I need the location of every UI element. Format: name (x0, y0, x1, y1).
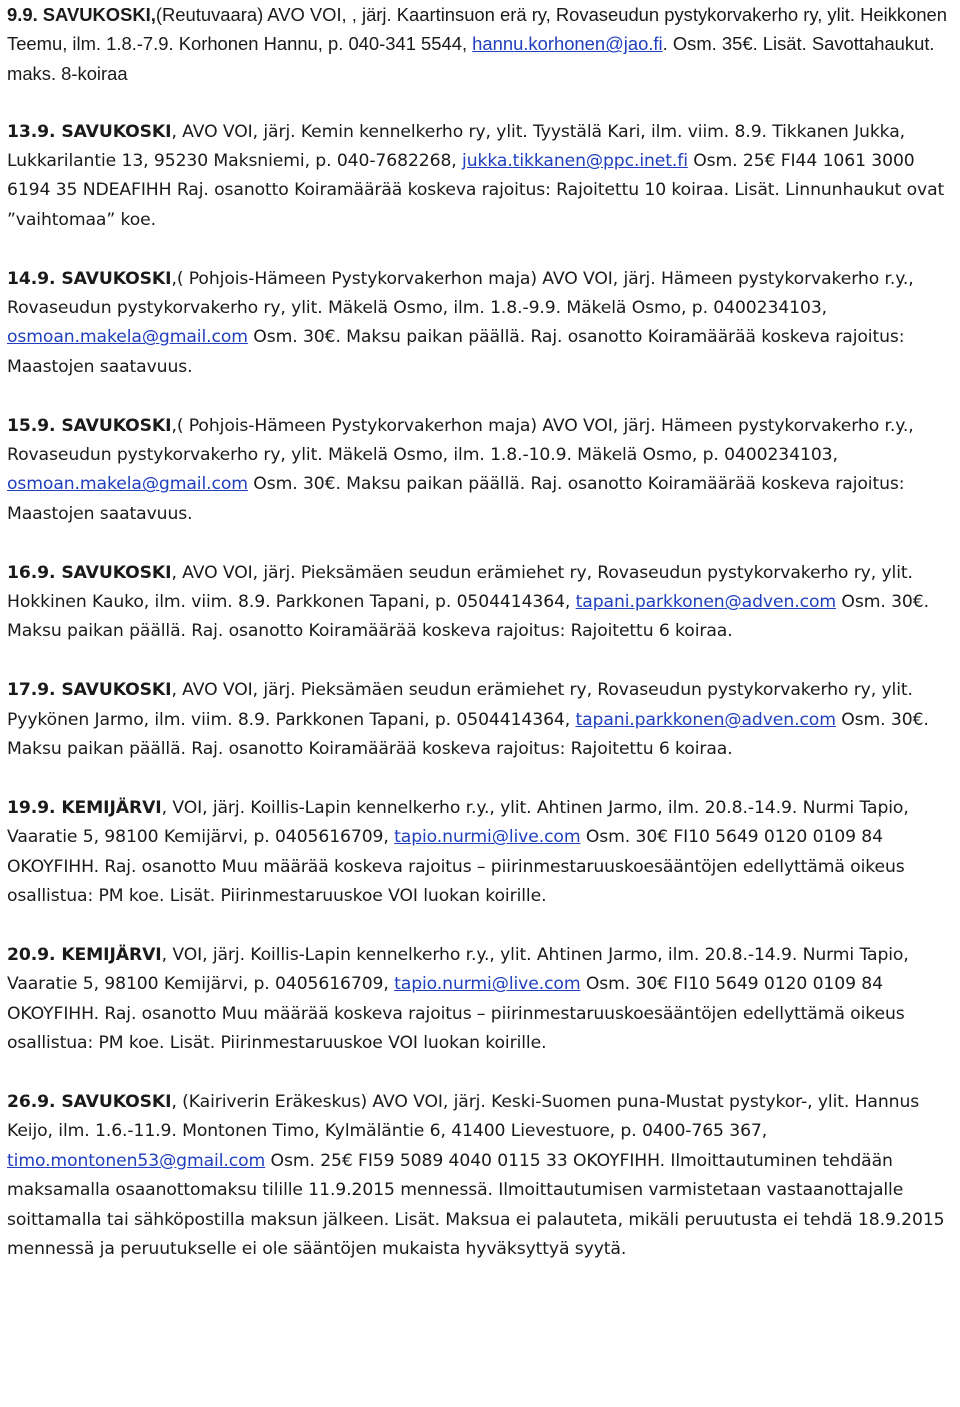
event-details-text: (Reutuvaara) AVO VOI, , järj. Kaartinsuon erä ry, Rovaseudun pystykorvakerho ry, ylit. Heikkonen Teemu, ilm. 1.8.-7.9. Korhonen Hannu, p. 040-341 5544, (7, 4, 948, 55)
email-link[interactable]: timo.montonen53@gmail.com (7, 1150, 266, 1171)
document-body (7, 0, 957, 1294)
event-entry (7, 265, 957, 383)
event-date-location: 19.9. KEMIJÄRVI (7, 797, 162, 818)
event-date-location: 14.9. SAVUKOSKI (7, 268, 172, 289)
event-details-text: Osm. 30€ FI10 5649 0120 0109 84 OKOYFIHH. Raj. osanotto Muu määrää koskeva rajoitus – piirinmestaruuskoesääntöjen edellyttämä oikeus osallistua: PM koe. Lisät. Piirinmestaruuskoe VOI luokan koirille. (7, 974, 905, 1054)
event-details-text: ,( Pohjois-Hämeen Pystykorvakerhon maja) AVO VOI, järj. Hämeen pystykorvakerho r.y., Rovaseudun pystykorvakerho ry, ylit. Mäkelä Osmo, ilm. 1.8.-10.9. Mäkelä Osmo, p. 0400234103, (7, 415, 914, 466)
event-details-text: Osm. 30€. Maksu paikan päällä. Raj. osanotto Koiramäärää koskeva rajoitus: Maastojen saatavuus. (7, 474, 905, 524)
email-link[interactable]: hannu.korhonen@jao.fi (472, 33, 663, 55)
event-date-location: 9.9. SAVUKOSKI, (7, 4, 156, 25)
event-details-text: , AVO VOI, järj. Kemin kennelkerho ry, ylit. Tyystälä Kari, ilm. viim. 8.9. Tikkanen Jukka, Lukkarilantie 13, 95230 Maksniemi, p. 040-7682268, (7, 121, 906, 172)
event-details-text: , AVO VOI, järj. Pieksämäen seudun erämiehet ry, Rovaseudun pystykorvakerho ry, ylit. Hokkinen Kauko, ilm. viim. 8.9. Parkkonen Tapani, p. 0504414364, (7, 562, 913, 613)
event-entry (7, 559, 957, 647)
event-entry (7, 794, 957, 912)
event-details-text: Osm. 30€. Maksu paikan päällä. Raj. osanotto Koiramäärää koskeva rajoitus: Rajoitettu 6 koiraa. (7, 592, 929, 642)
email-link[interactable]: tapani.parkkonen@adven.com (575, 709, 836, 730)
event-date-location: 17.9. SAVUKOSKI (7, 680, 172, 701)
event-entry (7, 1088, 957, 1264)
event-details-text: Osm. 25€ FI59 5089 4040 0115 33 OKOYFIHH. Ilmoittautuminen tehdään maksamalla osaanottomaksu tilille 11.9.2015 mennessä. Ilmoittautumisen varmistetaan vastaanottajalle soittamalla tai sähköpostilla maksun jälkeen. Lisät. Maksua ei palauteta, mikäli peruutusta ei tehdä 18.9.2015 mennessä ja peruutukselle ei ole sääntöjen mukaista hyväksyttyä syytä. (7, 1150, 945, 1259)
email-link[interactable]: tapio.nurmi@live.com (394, 827, 581, 848)
email-link[interactable]: osmoan.makela@gmail.com (7, 327, 248, 348)
event-entry (7, 412, 957, 530)
event-details-text: Osm. 25€ FI44 1061 3000 6194 35 NDEAFIHH Raj. osanotto Koiramäärää koskeva rajoitus: Rajoitettu 10 koiraa. Lisät. Linnunhaukut ovat ”vaihtomaa” koe. (7, 151, 945, 230)
email-link[interactable]: osmoan.makela@gmail.com (7, 474, 248, 495)
event-date-location: 20.9. KEMIJÄRVI (7, 944, 162, 965)
event-details-text: Osm. 30€. Maksu paikan päällä. Raj. osanotto Koiramäärää koskeva rajoitus: Maastojen saatavuus. (7, 327, 905, 377)
event-date-location: 15.9. SAVUKOSKI (7, 415, 172, 436)
event-details-text: , AVO VOI, järj. Pieksämäen seudun erämiehet ry, Rovaseudun pystykorvakerho ry, ylit. Pyykönen Jarmo, ilm. viim. 8.9. Parkkonen Tapani, p. 0504414364, (7, 680, 913, 730)
event-details-text: ,( Pohjois-Hämeen Pystykorvakerhon maja) AVO VOI, järj. Hämeen pystykorvakerho r.y., Rovaseudun pystykorvakerho ry, ylit. Mäkelä Osmo, ilm. 1.8.-9.9. Mäkelä Osmo, p. 0400234103, (7, 268, 914, 319)
event-date-location: 13.9. SAVUKOSKI (7, 121, 172, 142)
email-link[interactable]: tapio.nurmi@live.com (394, 974, 581, 995)
event-details-text: , VOI, järj. Koillis-Lapin kennelkerho r.y., ylit. Ahtinen Jarmo, ilm. 20.8.-14.9. Nurmi Tapio, Vaaratie 5, 98100 Kemijärvi, p. 0405616709, (7, 944, 909, 995)
event-date-location: 16.9. SAVUKOSKI (7, 562, 172, 583)
event-entry (7, 941, 957, 1059)
event-details-text: , (Kairiverin Eräkeskus) AVO VOI, järj. Keski-Suomen puna-Mustat pystykor-, ylit. Hannus Keijo, ilm. 1.6.-11.9. Montonen Timo, Kylmäläntie 6, 41400 Lievestuore, p. 0400-765 367, (7, 1091, 920, 1142)
event-date-location: 26.9. SAVUKOSKI (7, 1091, 172, 1112)
email-link[interactable]: jukka.tikkanen@ppc.inet.fi (462, 151, 688, 172)
event-details-text: Osm. 30€ FI10 5649 0120 0109 84 OKOYFIHH. Raj. osanotto Muu määrää koskeva rajoitus – piirinmestaruuskoesääntöjen edellyttämä oikeus osallistua: PM koe. Lisät. Piirinmestaruuskoe VOI luokan koirille. (7, 827, 905, 907)
event-details-text: Osm. 30€. Maksu paikan päällä. Raj. osanotto Koiramäärää koskeva rajoitus: Rajoitettu 6 koiraa. (7, 709, 929, 760)
event-details-text: , VOI, järj. Koillis-Lapin kennelkerho r.y., ylit. Ahtinen Jarmo, ilm. 20.8.-14.9. Nurmi Tapio, Vaaratie 5, 98100 Kemijärvi, p. 0405616709, (7, 797, 909, 848)
event-entry (7, 0, 957, 88)
event-details-text: . Osm. 35€. Lisät. Savottahaukut. maks. 8-koiraa (7, 33, 935, 84)
event-entry (7, 676, 957, 764)
email-link[interactable]: tapani.parkkonen@adven.com (575, 592, 837, 613)
event-entry (7, 118, 957, 236)
